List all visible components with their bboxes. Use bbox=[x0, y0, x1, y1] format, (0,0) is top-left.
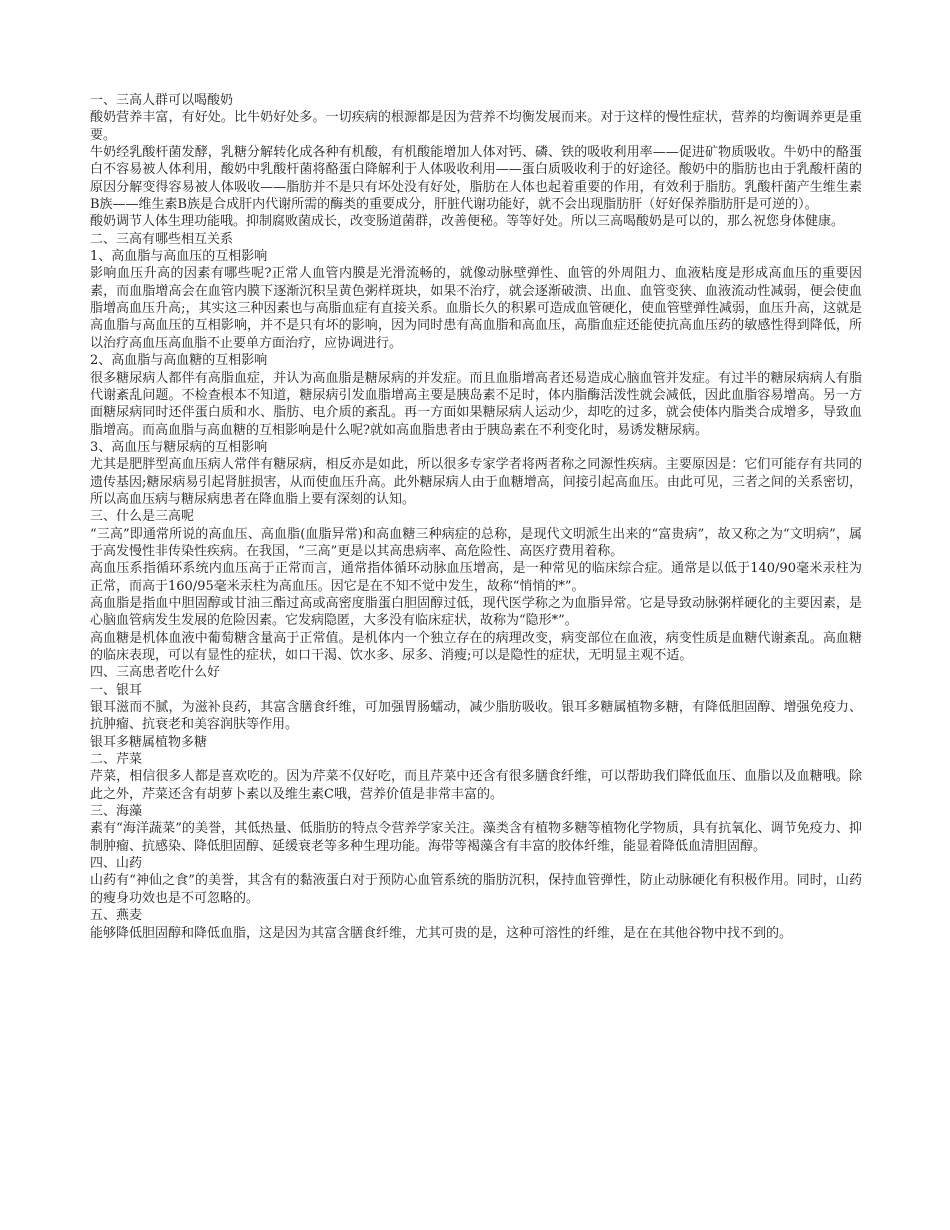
paragraph: 酸奶营养丰富，有好处。比牛奶好处多。一切疾病的根源都是因为营养不均衡发展而来。对于这样的慢性症状，营养的均衡调养更是重要。 bbox=[90, 110, 862, 143]
paragraph: 能够降低胆固醇和降低血脂，这是因为其富含膳食纤维，尤其可贵的是，这种可溶性的纤维，是在在其他谷物中找不到的。 bbox=[90, 925, 793, 941]
subheading-oats: 五、燕麦 bbox=[90, 908, 143, 924]
paragraph: 很多糖尿病人都伴有高脂血症，并认为高血脂是糖尿病的并发症。而且血脂增高者还易造成心脑血管并发症。有过半的糖尿病病人有脂代谢紊乱问题。不检查根本不知道，糖尿病引发血脂增高主要是胰岛素不足时，体内脂酶活泼性就会减低，因此血脂容易增高。另一方面糖尿病同时还伴蛋白质和水、脂肪、电介质的紊乱。再一方面如果糖尿病人运动少，却吃的过多，就会使体内脂类合成增多，导致血脂增高。而高血脂与高血糖的互相影响是什么呢?就如高血脂患者由于胰岛素在不利变化时，易诱发糖尿病。 bbox=[90, 370, 862, 438]
section-heading-what-is: 三、什么是三高呢 bbox=[90, 509, 195, 525]
paragraph: 尤其是肥胖型高血压病人常伴有糖尿病，相反亦是如此，所以很多专家学者将两者称之同源性疾病。主要原因是：它们可能存有共同的遗传基因;糖尿病易引起肾脏损害，从而使血压升高。此外糖尿病人由于血糖增高，间接引起高血压。由此可见，三者之间的关系密切，所以高血压病与糖尿病患者在降血脂上要有深刻的认知。 bbox=[90, 457, 862, 507]
paragraph: 素有“海洋蔬菜”的美誉，其低热量、低脂肪的特点令营养学家关注。藻类含有植物多糖等植物化学物质，具有抗氧化、调节免疫力、抑制肿瘤、抗感染、降低胆固醇、延缓衰老等多种生理功能。海带等褐藻含有丰富的胶体纤维，能显着降低血清胆固醇。 bbox=[90, 821, 862, 854]
subheading-celery: 二、芹菜 bbox=[90, 752, 143, 768]
subheading-yam: 四、山药 bbox=[90, 856, 143, 872]
paragraph: 银耳滋而不腻，为滋补良药，其富含膳食纤维，可加强胃肠蠕动，减少脂肪吸收。银耳多糖属植物多糖，有降低胆固醇、增强免疫力、抗肿瘤、抗衰老和美容润肤等作用。 bbox=[90, 700, 862, 733]
paragraph: “三高”即通常所说的高血压、高血脂(血脂异常)和高血糖三种病症的总称，是现代文明派生出来的“富贵病”，故又称之为“文明病”，属于高发慢性非传染性疾病。在我国，“三高”更是以其高患病率、高危险性、高医疗费用着称。 bbox=[90, 526, 862, 559]
section-heading-what-to-eat: 四、三高患者吃什么好 bbox=[90, 665, 221, 681]
paragraph: 银耳多糖属植物多糖 bbox=[90, 734, 208, 750]
paragraph: 牛奶经乳酸杆菌发酵，乳糖分解转化成各种有机酸，有机酸能增加人体对钙、磷、铁的吸收利用率——促进矿物质吸收。牛奶中的酪蛋白不容易被人体利用，酸奶中乳酸杆菌将酪蛋白降解利于人体吸收利用——蛋白质吸收利于的好途径。酸奶中的脂肪也由于乳酸杆菌的原因分解变得容易被人体吸收——脂肪并不是只有坏处没有好处，脂肪在人体也起着重要的作用，有效利于脂肪。乳酸杆菌产生维生素B族——维生素B族是合成肝内代谢所需的酶类的重要成分，肝脏代谢功能好，就不会出现脂肪肝（好好保养脂肪肝是可逆的）。 bbox=[90, 145, 862, 213]
paragraph: 芹菜，相信很多人都是喜欢吃的。因为芹菜不仅好吃，而且芹菜中还含有很多膳食纤维，可以帮助我们降低血压、血脂以及血糖哦。除此之外，芹菜还含有胡萝卜素以及维生素C哦，营养价值是非常丰富的。 bbox=[90, 769, 862, 802]
section-heading-yogurt: 一、三高人群可以喝酸奶 bbox=[90, 93, 234, 108]
subheading-pressure-diabetes: 3、高血压与糖尿病的互相影响 bbox=[90, 439, 268, 455]
paragraph: 高血糖是机体血液中葡萄糖含量高于正常值。是机体内一个独立存在的病理改变，病变部位在血液，病变性质是血糖代谢紊乱。高血糖的临床表现，可以有显性的症状，如口干渴、饮水多、尿多、消瘦;可以是隐性的症状，无明显主观不适。 bbox=[90, 630, 862, 663]
section-heading-relations: 二、三高有哪些相互关系 bbox=[90, 231, 234, 247]
subheading-tremella: 一、银耳 bbox=[90, 682, 143, 698]
paragraph: 酸奶调节人体生理功能哦。抑制腐败菌成长，改变肠道菌群，改善便秘。等等好处。所以三高喝酸奶是可以的，那么祝您身体健康。 bbox=[90, 214, 845, 230]
subheading-lipid-pressure: 1、高血脂与高血压的互相影响 bbox=[90, 249, 268, 265]
paragraph: 高血脂是指血中胆固醇或甘油三酯过高或高密度脂蛋白胆固醇过低，现代医学称之为血脂异常。它是导致动脉粥样硬化的主要因素，是心脑血管病发生发展的危险因素。它发病隐匿，大多没有临床症状，故称为“隐形*”。 bbox=[90, 595, 862, 629]
paragraph: 山药有“神仙之食”的美誉，其含有的黏液蛋白对于预防心血管系统的脂肪沉积，保持血管弹性，防止动脉硬化有积极作用。同时，山药的瘦身功效也是不可忽略的。 bbox=[90, 873, 862, 906]
subheading-seaweed: 三、海藻 bbox=[90, 804, 143, 820]
subheading-lipid-glucose: 2、高血脂与高血糖的互相影响 bbox=[90, 353, 268, 369]
paragraph: 影响血压升高的因素有哪些呢?正常人血管内膜是光滑流畅的，就像动脉壁弹性、血管的外周阻力、血液粘度是形成高血压的重要因素，而血脂增高会在血管内膜下逐渐沉积呈黄色粥样斑块，如果不治疗，就会逐渐破溃、出血、血管变狭、血液流动性减弱，便会使血脂增高血压升高;，其实这三种因素也与高脂血症有直接关系。血脂长久的积累可造成血管硬化，使血管壁弹性减弱，血压升高，这就是高血脂与高血压的互相影响，并不是只有坏的影响，因为同时患有高血脂和高血压，高脂血症还能使抗高血压药的敏感性得到降低，所以治疗高血压高血脂不止要单方面治疗，应协调进行。 bbox=[90, 266, 862, 351]
document-body bbox=[90, 92, 862, 942]
paragraph: 高血压系指循环系统内血压高于正常而言，通常指体循环动脉血压增高，是一种常见的临床综合症。通常是以低于140/90毫米汞柱为正常，而高于160/95毫米汞柱为高血压。因它是在不知不觉中发生，故称“悄悄的*”。 bbox=[90, 561, 862, 594]
